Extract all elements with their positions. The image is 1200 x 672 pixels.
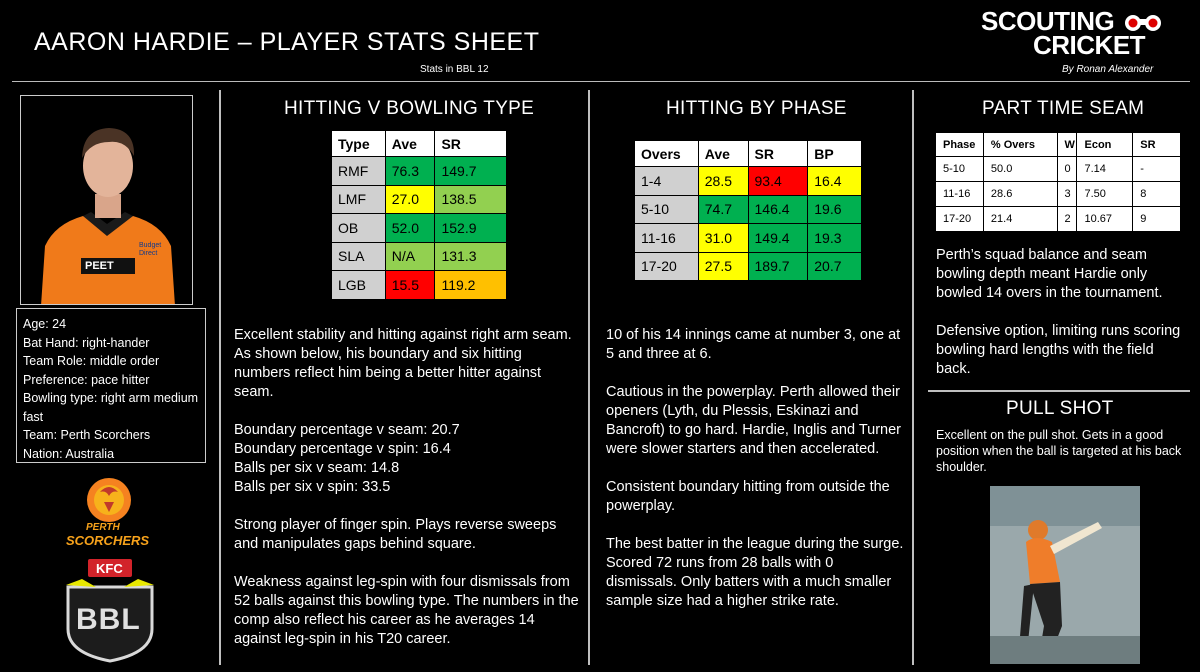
bowling-note-6: Strong player of finger spin. Plays reverse sweeps and manipulates gaps behind square. xyxy=(234,517,557,552)
cell-ave: N/A xyxy=(385,242,435,271)
bowling-type-title: HITTING V BOWLING TYPE xyxy=(284,98,535,119)
cell-ave: 31.0 xyxy=(698,224,748,253)
info-age: Age: 24 xyxy=(23,317,67,331)
col-header-wickets: W xyxy=(1057,133,1077,157)
bowling-note-7: Weakness against leg-spin with four dismissals from 52 balls against this bowling type. The numbers in the comp also reflect his career as he averages 14 against leg-spin in his T20 career. xyxy=(234,574,579,647)
bowling-note-5: Balls per six v spin: 33.5 xyxy=(234,479,391,495)
info-team: Team: Perth Scorchers xyxy=(23,428,151,442)
phase-row xyxy=(635,224,862,253)
cell-overs: 1-4 xyxy=(635,167,699,196)
col-header-bp: BP xyxy=(808,141,862,167)
col-header-phase: Phase xyxy=(936,133,984,157)
seam-rows xyxy=(936,157,1181,232)
bbl-text: BBL xyxy=(76,603,141,636)
phase-notes xyxy=(606,326,904,611)
cell-sr: 189.7 xyxy=(748,252,808,281)
phase-note-4: The best batter in the league during the surge. Scored 72 runs from 28 balls with 0 dismissals. Only batters with a much smaller sample size had a higher strike rate. xyxy=(606,536,904,609)
cell-sr: 149.4 xyxy=(748,224,808,253)
column-divider xyxy=(912,90,914,665)
perth-scorchers-logo xyxy=(52,472,167,552)
col-header-pct-overs: % Overs xyxy=(983,133,1057,157)
cell-ave: 52.0 xyxy=(385,214,435,243)
logo-line-2: CRICKET xyxy=(1033,30,1146,60)
bowling-type-row xyxy=(332,157,507,186)
phase-note-1: 10 of his 14 innings came at number 3, one at 5 and three at 6. xyxy=(606,327,901,362)
info-bowling-type: Bowling type: right arm medium fast xyxy=(23,391,199,424)
cell-overs: 17-20 xyxy=(635,252,699,281)
phase-row xyxy=(635,167,862,196)
seam-row xyxy=(936,157,1181,182)
cell-phase: 5-10 xyxy=(936,157,984,182)
scorchers-text-2: SCORCHERS xyxy=(66,533,150,548)
cell-ave: 27.0 xyxy=(385,185,435,214)
player-info-box xyxy=(16,308,206,463)
header-divider xyxy=(12,81,1190,82)
player-photo xyxy=(20,95,193,305)
column-divider xyxy=(219,90,221,665)
info-nation: Nation: Australia xyxy=(23,446,115,461)
bbl-logo xyxy=(62,557,158,663)
phase-row xyxy=(635,195,862,224)
info-bat-hand: Bat Hand: right-hander xyxy=(23,335,150,350)
phase-rows xyxy=(635,167,862,281)
cell-bp: 16.4 xyxy=(808,167,862,196)
phase-row xyxy=(635,252,862,281)
page-subtitle: Stats in BBL 12 xyxy=(420,64,489,75)
cell-overs: 28.6 xyxy=(983,182,1057,207)
byline: By Ronan Alexander xyxy=(1062,64,1154,75)
bowling-type-row xyxy=(332,271,507,300)
cell-ave: 15.5 xyxy=(385,271,435,300)
cell-ave: 76.3 xyxy=(385,157,435,186)
seam-note-1: Perth’s squad balance and seam bowling depth meant Hardie only bowled 14 overs in the tournament. xyxy=(936,247,1163,301)
cell-type: LGB xyxy=(332,271,386,300)
cell-econ: 7.50 xyxy=(1077,182,1133,207)
cell-sr: 9 xyxy=(1133,207,1181,232)
seam-table xyxy=(935,132,1181,232)
cell-overs: 5-10 xyxy=(635,195,699,224)
bowling-type-row xyxy=(332,214,507,243)
cell-bp: 19.6 xyxy=(808,195,862,224)
cell-overs: 50.0 xyxy=(983,157,1057,182)
cell-type: RMF xyxy=(332,157,386,186)
bowling-type-notes xyxy=(234,326,579,649)
cell-overs: 21.4 xyxy=(983,207,1057,232)
cell-sr: 138.5 xyxy=(435,185,507,214)
bowling-note-1: Excellent stability and hitting against right arm seam. As shown below, his boundary and six hitting numbers reflect him being a better hitter against seam. xyxy=(234,327,572,400)
seam-row xyxy=(936,182,1181,207)
batter-pull-shot-icon xyxy=(990,486,1140,664)
col-header-econ: Econ xyxy=(1077,133,1133,157)
col-header-ave: Ave xyxy=(385,131,435,157)
cell-econ: 10.67 xyxy=(1077,207,1133,232)
bowling-type-rows xyxy=(332,157,507,300)
bowling-type-row xyxy=(332,242,507,271)
cell-type: LMF xyxy=(332,185,386,214)
pull-shot-text: Excellent on the pull shot. Gets in a good position when the ball is targeted at his back shoulder. xyxy=(936,428,1182,474)
col-header-type: Type xyxy=(332,131,386,157)
jersey-sponsor-main: PEET xyxy=(85,260,114,272)
player-portrait-icon xyxy=(21,96,193,305)
bowling-note-3: Boundary percentage v spin: 16.4 xyxy=(234,441,451,457)
kfc-text: KFC xyxy=(96,561,123,576)
logo-line-1: SCOUTING xyxy=(981,6,1115,36)
page-title: AARON HARDIE – PLAYER STATS SHEET xyxy=(34,28,540,56)
col-header-sr: SR xyxy=(748,141,808,167)
info-team-role: Team Role: middle order xyxy=(23,354,160,368)
phase-title: HITTING BY PHASE xyxy=(666,98,847,119)
cell-type: SLA xyxy=(332,242,386,271)
cell-ave: 28.5 xyxy=(698,167,748,196)
bowling-type-table xyxy=(331,130,507,300)
bowling-type-row xyxy=(332,185,507,214)
pull-shot-title: PULL SHOT xyxy=(1006,398,1114,419)
cell-w: 3 xyxy=(1057,182,1077,207)
cell-ave: 74.7 xyxy=(698,195,748,224)
cell-sr: 93.4 xyxy=(748,167,808,196)
scouting-cricket-logo xyxy=(975,4,1190,62)
seam-title: PART TIME SEAM xyxy=(982,98,1145,119)
cell-bp: 19.3 xyxy=(808,224,862,253)
cell-bp: 20.7 xyxy=(808,252,862,281)
col-header-overs: Overs xyxy=(635,141,699,167)
col-header-sr: SR xyxy=(435,131,507,157)
seam-note-2: Defensive option, limiting runs scoring bowling hard lengths with the field back. xyxy=(936,323,1181,377)
seam-notes xyxy=(936,246,1188,379)
phase-note-3: Consistent boundary hitting from outside the powerplay. xyxy=(606,479,890,514)
col-header-sr: SR xyxy=(1133,133,1181,157)
bowling-note-2: Boundary percentage v seam: 20.7 xyxy=(234,422,460,438)
info-preference: Preference: pace hitter xyxy=(23,372,150,387)
cell-type: OB xyxy=(332,214,386,243)
col-header-ave: Ave xyxy=(698,141,748,167)
cell-overs: 11-16 xyxy=(635,224,699,253)
cell-phase: 17-20 xyxy=(936,207,984,232)
pull-shot-photo xyxy=(990,486,1140,664)
phase-table xyxy=(634,140,862,281)
jersey-sponsor-chest: Budget Direct xyxy=(139,242,162,257)
seam-row xyxy=(936,207,1181,232)
cell-sr: 8 xyxy=(1133,182,1181,207)
scorchers-text-1: PERTH xyxy=(86,522,120,533)
cell-w: 0 xyxy=(1057,157,1077,182)
cell-ave: 27.5 xyxy=(698,252,748,281)
phase-note-2: Cautious in the powerplay. Perth allowed their openers (Lyth, du Plessis, Eskinazi and Bancroft) to go hard. Hardie, Inglis and Turner were slower starters and then accelerated. xyxy=(606,384,901,457)
cell-w: 2 xyxy=(1057,207,1077,232)
cell-sr: 152.9 xyxy=(435,214,507,243)
cell-sr: 149.7 xyxy=(435,157,507,186)
cell-econ: 7.14 xyxy=(1077,157,1133,182)
section-divider xyxy=(928,390,1190,392)
cell-sr: 119.2 xyxy=(435,271,507,300)
cell-phase: 11-16 xyxy=(936,182,984,207)
cell-sr: - xyxy=(1133,157,1181,182)
cell-sr: 131.3 xyxy=(435,242,507,271)
bowling-note-4: Balls per six v seam: 14.8 xyxy=(234,460,400,476)
cell-sr: 146.4 xyxy=(748,195,808,224)
column-divider xyxy=(588,90,590,665)
